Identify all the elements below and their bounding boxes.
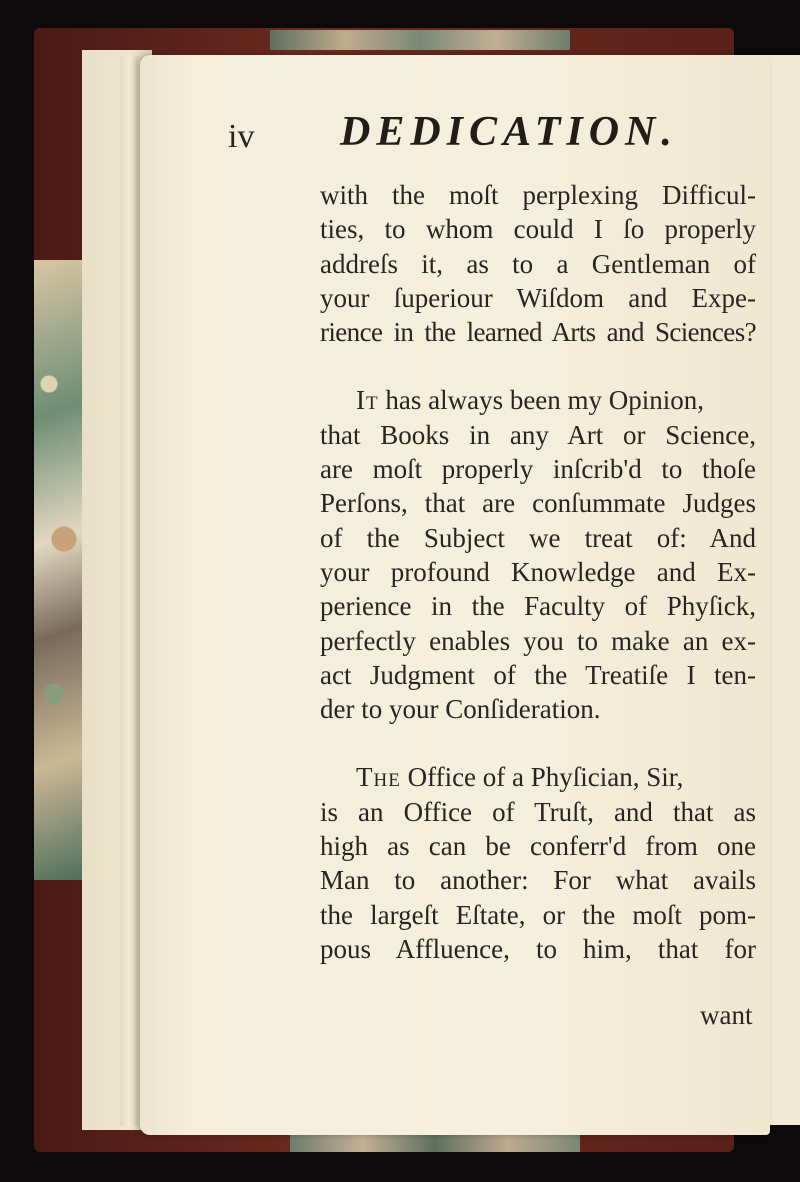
text-line: pous Affluence, to him, that for: [320, 933, 756, 964]
text-line: addreſs it, as to a Gentleman of: [320, 248, 756, 279]
text-line: has always been my Opinion,: [378, 385, 705, 416]
text-line: act Judgment of the Treatiſe I ten-: [320, 659, 756, 690]
text-line: your ſuperiour Wiſdom and Expe-: [320, 282, 756, 313]
text-line: your profound Knowledge and Ex-: [320, 556, 756, 587]
page-number: iv: [228, 118, 255, 155]
marbled-endpaper-top: [270, 30, 570, 50]
text-line: the largeſt Eſtate, or the moſt pom-: [320, 899, 756, 930]
text-line-group: [320, 383, 756, 417]
text-line: Perſons, that are conſummate Judges: [320, 488, 756, 519]
text-line: rience in the learned Arts and Sciences?: [320, 317, 756, 348]
marbled-endpaper-left: [34, 260, 84, 880]
text-line: perience in the Faculty of Phyſick,: [320, 591, 756, 622]
text-line: perfectly enables you to make an ex-: [320, 625, 756, 656]
running-head: DEDICATION.: [340, 109, 678, 155]
text-line: is an Office of Truſt, and that as: [320, 796, 756, 827]
text-line: of the Subject we treat of: And: [320, 522, 756, 553]
flyleaf-edge: [120, 56, 138, 1126]
text-line: that Books in any Art or Science,: [320, 419, 756, 450]
paragraph: [320, 760, 756, 966]
body-text: [320, 178, 756, 966]
text-line: high as can be conferr'd from one: [320, 831, 756, 862]
paragraph: [320, 383, 756, 726]
text-line: are moſt properly inſcrib'd to thoſe: [320, 454, 756, 485]
text-line: Office of a Phyſician, Sir,: [400, 762, 684, 793]
text-line-group: [320, 760, 756, 794]
text-line: der to your Conſideration.: [320, 694, 601, 725]
paragraph: [320, 178, 756, 349]
catchword: want: [700, 1000, 753, 1030]
text-line: Man to another: For what avails: [320, 865, 756, 896]
paragraph-lead: The: [356, 762, 401, 793]
paragraph-lead: It: [356, 385, 379, 416]
text-line: ties, to whom could I ſo properly: [320, 214, 756, 245]
text-line: with the moſt perplexing Difficul-: [320, 180, 756, 210]
